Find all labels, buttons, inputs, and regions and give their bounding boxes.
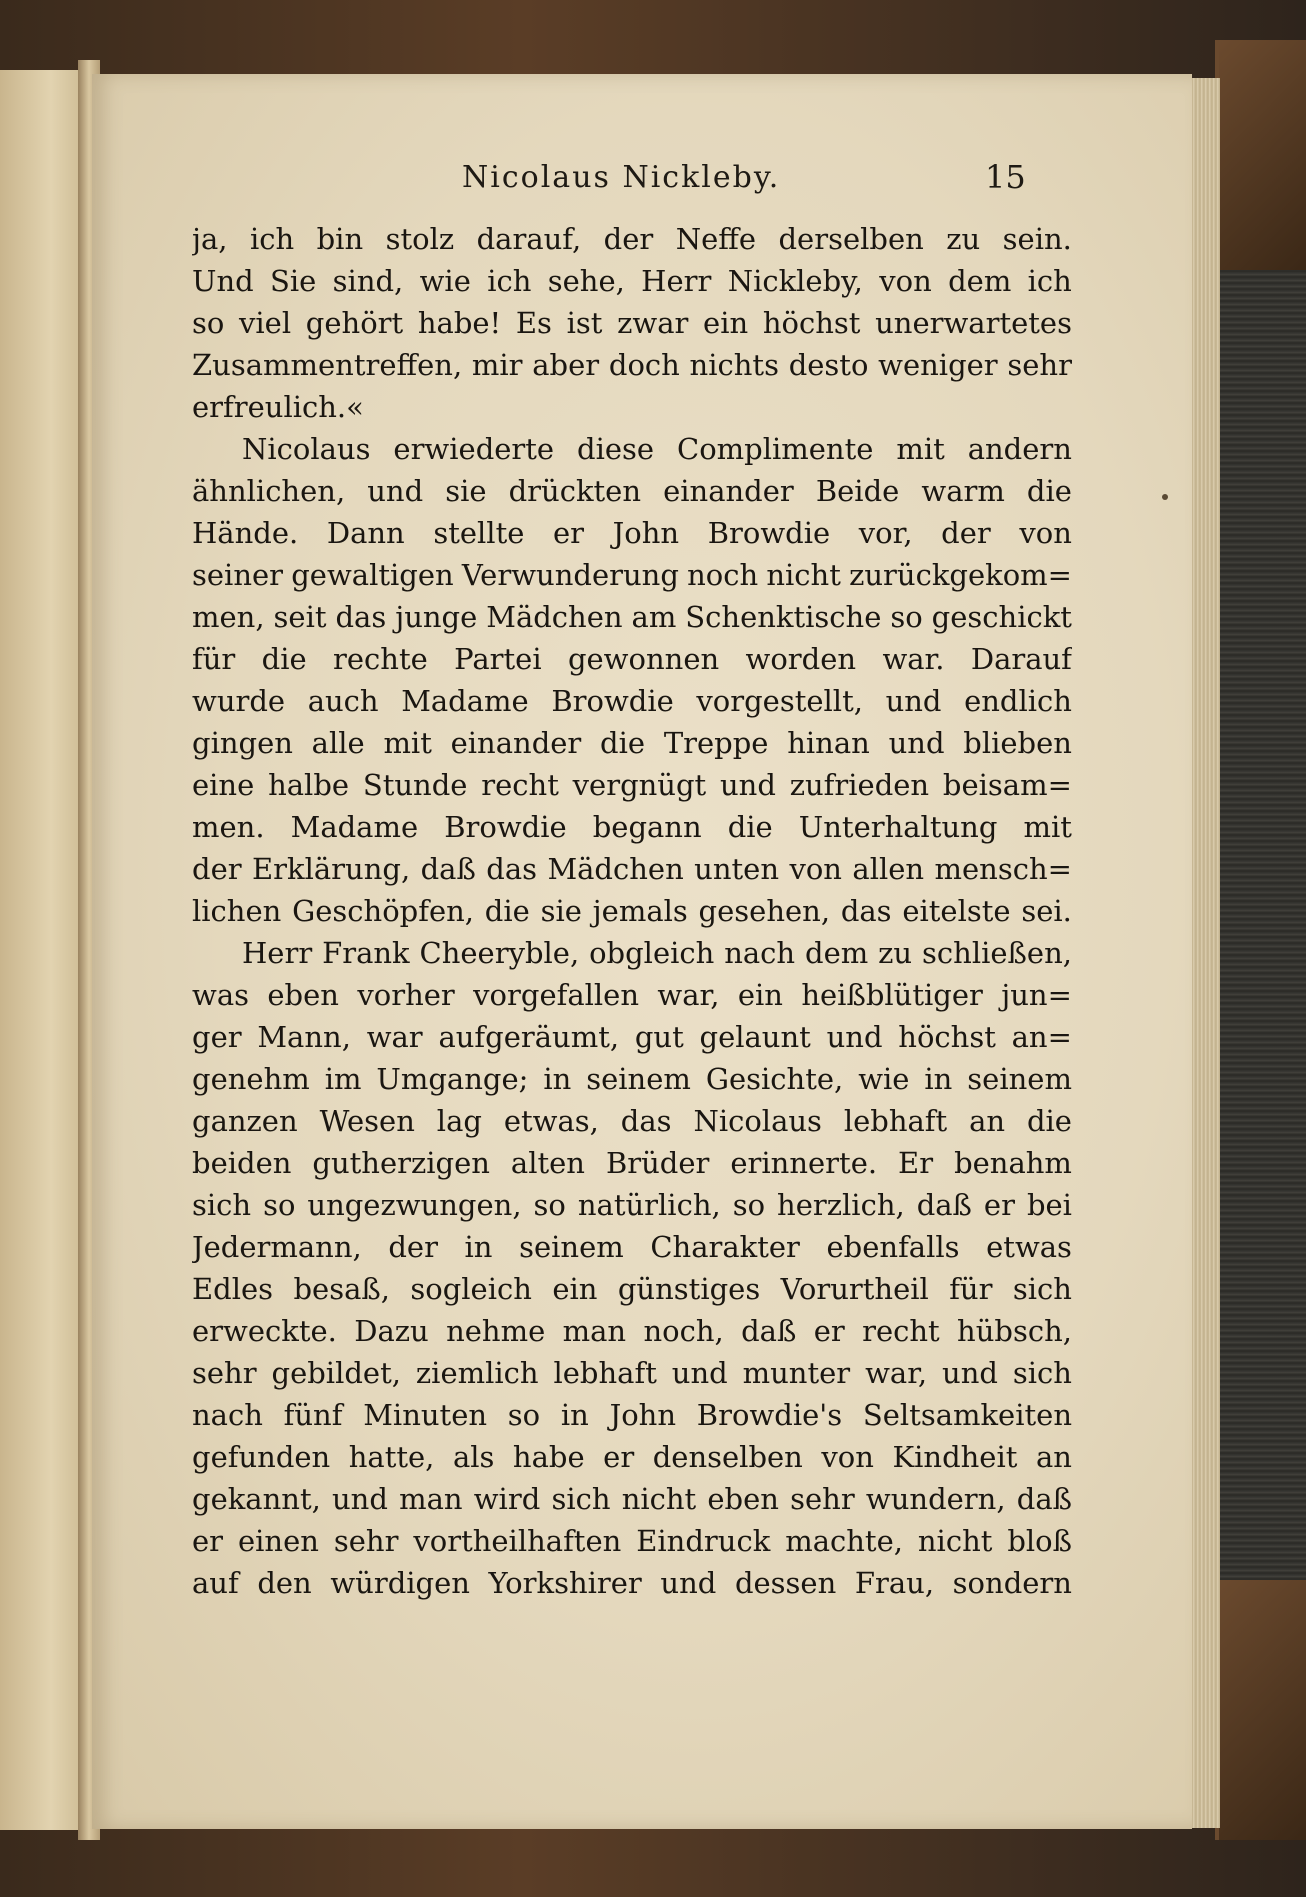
text-line: men. Madame Browdie begann die Unterhaltung mit xyxy=(192,810,1072,844)
text-line: was eben vorher vorgefallen war, ein heißblütiger jun= xyxy=(192,978,1072,1012)
text-line: lichen Geschöpfen, die sie jemals gesehen, das eitelste sei. xyxy=(192,894,1072,928)
page-speck xyxy=(1162,494,1168,500)
text-line: gingen alle mit einander die Treppe hinan und blieben xyxy=(192,726,1072,760)
page-edges xyxy=(1190,78,1220,1828)
text-line: Nicolaus erwiederte diese Complimente mit andern xyxy=(242,432,1072,466)
running-title: Nicolaus Nickleby. xyxy=(462,160,781,195)
text-line: erweckte. Dazu nehme man noch, daß er recht hübsch, xyxy=(192,1314,1072,1348)
text-line: sehr gebildet, ziemlich lebhaft und munter war, und sich xyxy=(192,1356,1072,1390)
text-line: Edles besaß, sogleich ein günstiges Vorurtheil für sich xyxy=(192,1272,1072,1306)
text-line: nach fünf Minuten so in John Browdie's Seltsamkeiten xyxy=(192,1398,1072,1432)
text-line: auf den würdigen Yorkshirer und dessen Frau, sondern xyxy=(192,1566,1072,1600)
text-line: genehm im Umgange; in seinem Gesichte, wie in seinem xyxy=(192,1062,1072,1096)
text-line: Jedermann, der in seinem Charakter ebenfalls etwas xyxy=(192,1230,1072,1264)
text-line: Hände. Dann stellte er John Browdie vor, der von xyxy=(192,516,1072,550)
body-text xyxy=(192,218,1072,1604)
text-line: Zusammentreffen, mir aber doch nichts desto weniger sehr xyxy=(192,348,1072,382)
text-line: Und Sie sind, wie ich sehe, Herr Nickleby, von dem ich xyxy=(192,264,1072,298)
text-line: für die rechte Partei gewonnen worden war. Darauf xyxy=(192,642,1072,676)
text-line: ger Mann, war aufgeräumt, gut gelaunt und höchst an= xyxy=(192,1020,1072,1054)
text-line: Herr Frank Cheeryble, obgleich nach dem zu schließen, xyxy=(242,936,1072,970)
text-line: sich so ungezwungen, so natürlich, so herzlich, daß er bei xyxy=(192,1188,1072,1222)
text-line: gefunden hatte, als habe er denselben von Kindheit an xyxy=(192,1440,1072,1474)
book-cover xyxy=(1215,40,1306,1840)
leather-corner-bottom xyxy=(1219,1580,1306,1840)
text-line: so viel gehört habe! Es ist zwar ein höchst unerwartetes xyxy=(192,306,1072,340)
leather-corner-top xyxy=(1219,40,1306,270)
page-header xyxy=(92,160,1192,200)
text-line: er einen sehr vortheilhaften Eindruck machte, nicht bloß xyxy=(192,1524,1072,1558)
text-line: wurde auch Madame Browdie vorgestellt, und endlich xyxy=(192,684,1072,718)
text-line: ja, ich bin stolz darauf, der Neffe derselben zu sein. xyxy=(192,222,1072,256)
text-line: der Erklärung, daß das Mädchen unten von allen mensch= xyxy=(192,852,1072,886)
text-line: eine halbe Stunde recht vergnügt und zufrieden beisam= xyxy=(192,768,1072,802)
book-page xyxy=(92,74,1192,1829)
text-line: ganzen Wesen lag etwas, das Nicolaus lebhaft an die xyxy=(192,1104,1072,1138)
page-number: 15 xyxy=(985,158,1026,196)
text-line: seiner gewaltigen Verwunderung noch nicht zurückgekom= xyxy=(192,558,1072,592)
text-line: erfreulich.« xyxy=(192,390,364,424)
text-line: men, seit das junge Mädchen am Schenktische so geschickt xyxy=(192,600,1072,634)
text-line: ähnlichen, und sie drückten einander Beide warm die xyxy=(192,474,1072,508)
left-page-edge xyxy=(0,70,85,1830)
text-line: gekannt, und man wird sich nicht eben sehr wundern, daß xyxy=(192,1482,1072,1516)
text-line: beiden gutherzigen alten Brüder erinnerte. Er benahm xyxy=(192,1146,1072,1180)
